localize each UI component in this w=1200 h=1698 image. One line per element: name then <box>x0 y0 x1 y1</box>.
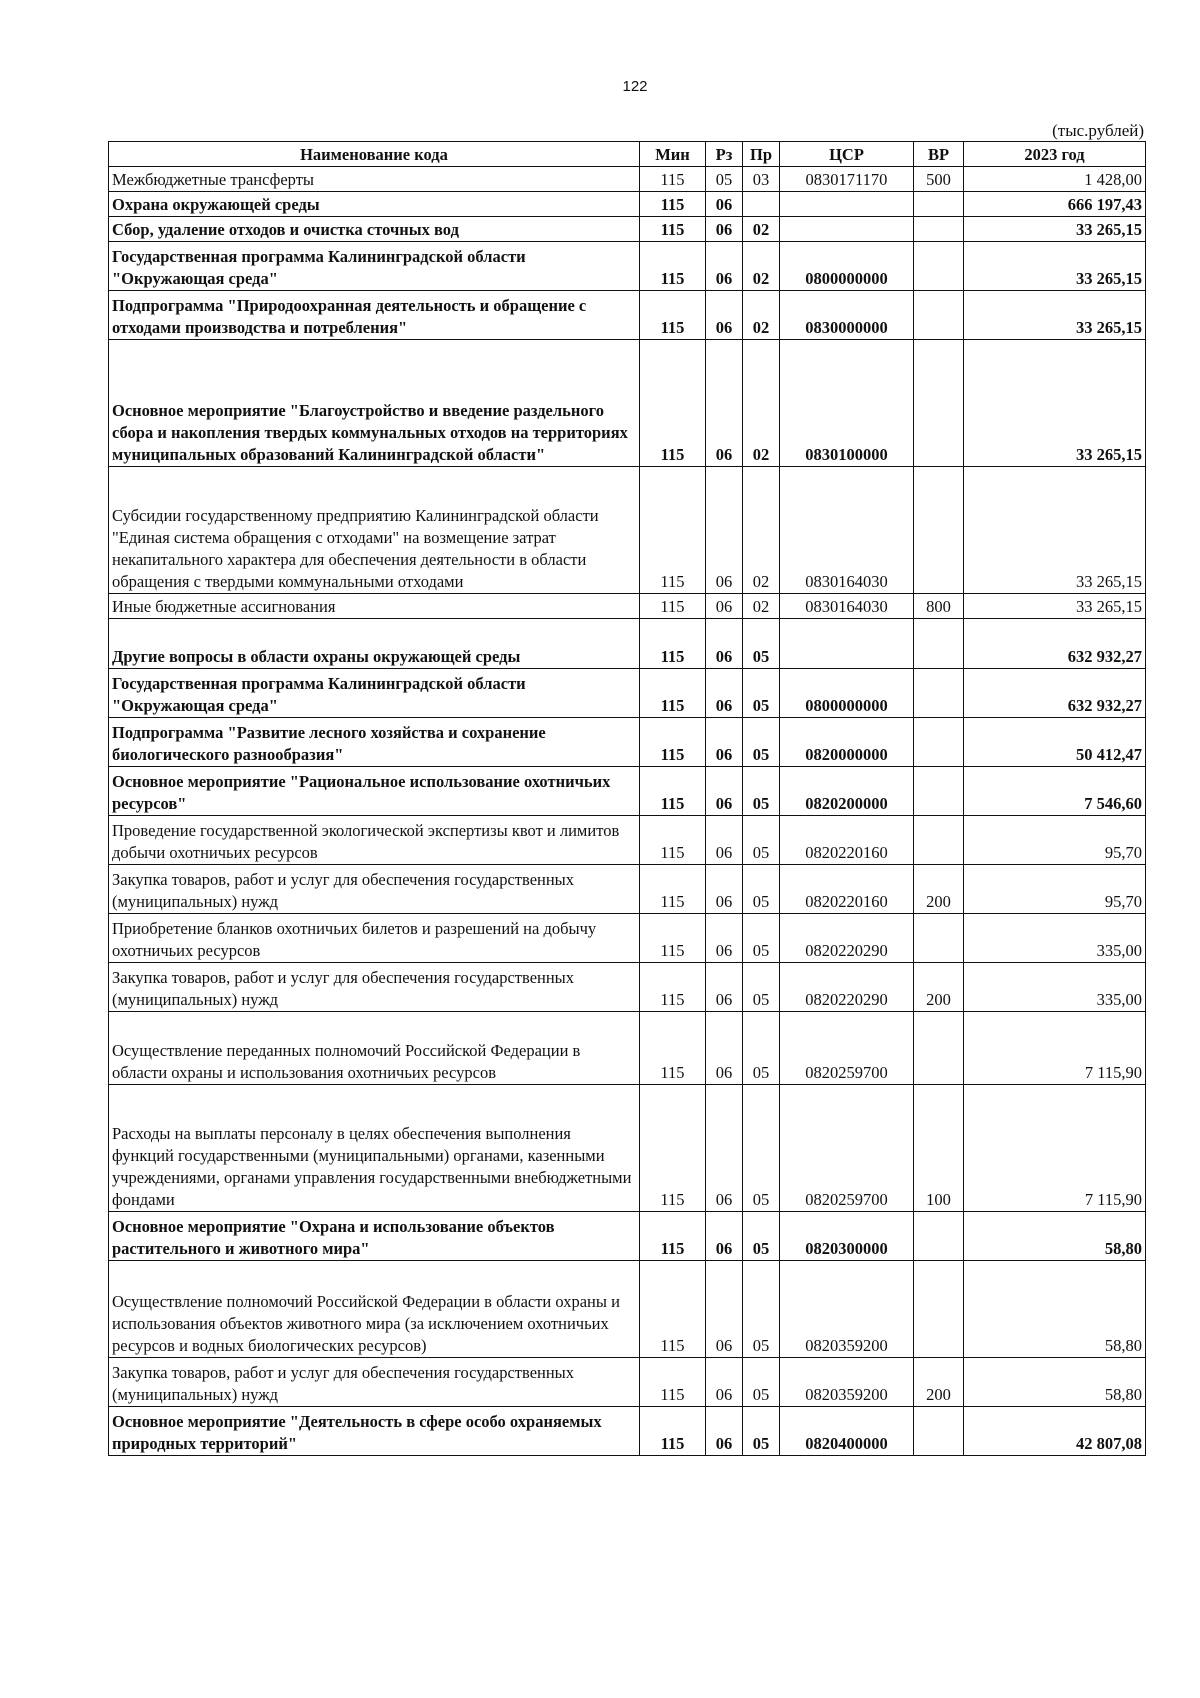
row-rz-cell: 06 <box>706 594 743 619</box>
row-name-cell: Государственная программа Калининградской области "Окружающая среда" <box>109 242 640 291</box>
row-min-cell: 115 <box>640 217 706 242</box>
row-min-cell: 115 <box>640 669 706 718</box>
row-min-cell: 115 <box>640 167 706 192</box>
row-pr-cell: 05 <box>743 1085 780 1212</box>
row-min-cell: 115 <box>640 594 706 619</box>
row-pr-cell: 05 <box>743 1407 780 1456</box>
row-csr-cell: 0820220290 <box>780 963 914 1012</box>
row-vr-cell <box>914 242 964 291</box>
row-min-cell: 115 <box>640 963 706 1012</box>
row-name-cell: Основное мероприятие "Деятельность в сфере особо охраняемых природных территорий" <box>109 1407 640 1456</box>
table-row <box>109 1085 1146 1212</box>
row-csr-cell: 0820259700 <box>780 1085 914 1212</box>
row-rz-cell: 06 <box>706 1261 743 1358</box>
row-rz-cell: 06 <box>706 467 743 594</box>
table-row <box>109 1012 1146 1085</box>
row-csr-cell <box>780 217 914 242</box>
row-vr-cell <box>914 669 964 718</box>
row-name-cell: Расходы на выплаты персоналу в целях обеспечения выполнения функций государственными (муниципальными) органами, казенными учреждениями, органами управления государственными внебюджетными фондами <box>109 1085 640 1212</box>
row-rz-cell: 06 <box>706 192 743 217</box>
row-min-cell: 115 <box>640 767 706 816</box>
budget-table <box>108 141 1146 1456</box>
table-row <box>109 1358 1146 1407</box>
row-amount-cell: 666 197,43 <box>964 192 1146 217</box>
row-amount-cell: 33 265,15 <box>964 340 1146 467</box>
row-rz-cell: 06 <box>706 669 743 718</box>
row-rz-cell: 06 <box>706 340 743 467</box>
row-amount-cell: 50 412,47 <box>964 718 1146 767</box>
row-amount-cell: 42 807,08 <box>964 1407 1146 1456</box>
row-rz-cell: 06 <box>706 1085 743 1212</box>
row-amount-cell: 7 115,90 <box>964 1012 1146 1085</box>
row-vr-cell: 200 <box>914 963 964 1012</box>
row-amount-cell: 33 265,15 <box>964 594 1146 619</box>
row-vr-cell <box>914 291 964 340</box>
row-name-cell: Охрана окружающей среды <box>109 192 640 217</box>
header-name: Наименование кода <box>109 142 640 167</box>
table-row <box>109 767 1146 816</box>
row-csr-cell: 0820359200 <box>780 1358 914 1407</box>
units-label: (тыс.рублей) <box>1052 121 1144 140</box>
row-amount-cell: 95,70 <box>964 816 1146 865</box>
row-csr-cell: 0820220290 <box>780 914 914 963</box>
row-pr-cell: 05 <box>743 1358 780 1407</box>
table-row <box>109 865 1146 914</box>
row-csr-cell: 0820300000 <box>780 1212 914 1261</box>
row-pr-cell: 05 <box>743 816 780 865</box>
row-pr-cell: 02 <box>743 467 780 594</box>
row-vr-cell <box>914 619 964 669</box>
row-name-cell: Осуществление полномочий Российской Федерации в области охраны и использования объектов животного мира (за исключением охотничьих ресурсов и водных биологических ресурсов) <box>109 1261 640 1358</box>
row-csr-cell: 0830164030 <box>780 594 914 619</box>
row-amount-cell: 1 428,00 <box>964 167 1146 192</box>
row-rz-cell: 06 <box>706 217 743 242</box>
row-rz-cell: 06 <box>706 291 743 340</box>
row-vr-cell <box>914 192 964 217</box>
row-min-cell: 115 <box>640 340 706 467</box>
row-min-cell: 115 <box>640 192 706 217</box>
row-csr-cell: 0820220160 <box>780 816 914 865</box>
table-row <box>109 1407 1146 1456</box>
row-amount-cell: 335,00 <box>964 914 1146 963</box>
row-vr-cell <box>914 718 964 767</box>
table-row <box>109 619 1146 669</box>
table-row <box>109 1261 1146 1358</box>
header-rz: Рз <box>706 142 743 167</box>
table-row <box>109 963 1146 1012</box>
row-pr-cell: 05 <box>743 865 780 914</box>
table-row <box>109 816 1146 865</box>
row-rz-cell: 06 <box>706 816 743 865</box>
row-amount-cell: 632 932,27 <box>964 619 1146 669</box>
row-name-cell: Подпрограмма "Развитие лесного хозяйства и сохранение биологического разнообразия" <box>109 718 640 767</box>
row-csr-cell: 0830171170 <box>780 167 914 192</box>
row-amount-cell: 33 265,15 <box>964 291 1146 340</box>
row-rz-cell: 05 <box>706 167 743 192</box>
row-csr-cell: 0830000000 <box>780 291 914 340</box>
table-row <box>109 192 1146 217</box>
row-min-cell: 115 <box>640 291 706 340</box>
row-rz-cell: 06 <box>706 865 743 914</box>
header-csr: ЦСР <box>780 142 914 167</box>
row-csr-cell: 0820400000 <box>780 1407 914 1456</box>
row-pr-cell: 02 <box>743 217 780 242</box>
row-pr-cell: 03 <box>743 167 780 192</box>
row-min-cell: 115 <box>640 1407 706 1456</box>
row-vr-cell: 500 <box>914 167 964 192</box>
row-min-cell: 115 <box>640 1085 706 1212</box>
row-pr-cell: 05 <box>743 718 780 767</box>
table-row <box>109 718 1146 767</box>
row-min-cell: 115 <box>640 865 706 914</box>
row-csr-cell: 0820000000 <box>780 718 914 767</box>
row-rz-cell: 06 <box>706 1212 743 1261</box>
row-name-cell: Осуществление переданных полномочий Российской Федерации в области охраны и использования охотничьих ресурсов <box>109 1012 640 1085</box>
row-min-cell: 115 <box>640 242 706 291</box>
row-rz-cell: 06 <box>706 767 743 816</box>
table-row <box>109 467 1146 594</box>
table-row <box>109 594 1146 619</box>
row-pr-cell: 05 <box>743 1212 780 1261</box>
row-pr-cell: 05 <box>743 619 780 669</box>
row-min-cell: 115 <box>640 1358 706 1407</box>
row-rz-cell: 06 <box>706 914 743 963</box>
row-csr-cell: 0800000000 <box>780 669 914 718</box>
row-csr-cell: 0800000000 <box>780 242 914 291</box>
row-pr-cell: 05 <box>743 963 780 1012</box>
row-amount-cell: 7 115,90 <box>964 1085 1146 1212</box>
row-min-cell: 115 <box>640 467 706 594</box>
row-vr-cell: 800 <box>914 594 964 619</box>
page-number: 122 <box>622 78 648 95</box>
row-vr-cell: 200 <box>914 865 964 914</box>
row-vr-cell <box>914 467 964 594</box>
table-row <box>109 242 1146 291</box>
row-rz-cell: 06 <box>706 718 743 767</box>
row-csr-cell: 0820200000 <box>780 767 914 816</box>
row-rz-cell: 06 <box>706 1358 743 1407</box>
row-rz-cell: 06 <box>706 242 743 291</box>
table-row <box>109 340 1146 467</box>
row-amount-cell: 632 932,27 <box>964 669 1146 718</box>
row-name-cell: Основное мероприятие "Благоустройство и введение раздельного сбора и накопления твердых коммунальных отходов на территориях муниципальных образований Калининградской области" <box>109 340 640 467</box>
row-csr-cell: 0830164030 <box>780 467 914 594</box>
table-row <box>109 217 1146 242</box>
row-name-cell: Субсидии государственному предприятию Калининградской области "Единая система обращения с отходами" на возмещение затрат некапитального характера для обеспечения деятельности в области обращения с твердыми коммунальными отходами <box>109 467 640 594</box>
row-vr-cell <box>914 340 964 467</box>
row-vr-cell <box>914 217 964 242</box>
row-amount-cell: 58,80 <box>964 1212 1146 1261</box>
row-name-cell: Закупка товаров, работ и услуг для обеспечения государственных (муниципальных) нужд <box>109 1358 640 1407</box>
row-name-cell: Закупка товаров, работ и услуг для обеспечения государственных (муниципальных) нужд <box>109 963 640 1012</box>
row-name-cell: Иные бюджетные ассигнования <box>109 594 640 619</box>
row-csr-cell: 0820220160 <box>780 865 914 914</box>
row-vr-cell <box>914 1407 964 1456</box>
row-pr-cell: 02 <box>743 242 780 291</box>
row-amount-cell: 335,00 <box>964 963 1146 1012</box>
row-vr-cell <box>914 1012 964 1085</box>
header-row <box>109 142 1146 167</box>
row-min-cell: 115 <box>640 718 706 767</box>
row-csr-cell: 0820359200 <box>780 1261 914 1358</box>
table-row <box>109 914 1146 963</box>
table-row <box>109 669 1146 718</box>
row-name-cell: Приобретение бланков охотничьих билетов и разрешений на добычу охотничьих ресурсов <box>109 914 640 963</box>
row-name-cell: Межбюджетные трансферты <box>109 167 640 192</box>
row-csr-cell: 0820259700 <box>780 1012 914 1085</box>
row-vr-cell <box>914 816 964 865</box>
row-pr-cell: 05 <box>743 1261 780 1358</box>
row-amount-cell: 33 265,15 <box>964 242 1146 291</box>
row-rz-cell: 06 <box>706 1407 743 1456</box>
row-pr-cell: 05 <box>743 767 780 816</box>
row-name-cell: Основное мероприятие "Охрана и использование объектов растительного и животного мира" <box>109 1212 640 1261</box>
row-rz-cell: 06 <box>706 963 743 1012</box>
row-amount-cell: 58,80 <box>964 1358 1146 1407</box>
table-row <box>109 1212 1146 1261</box>
row-min-cell: 115 <box>640 1012 706 1085</box>
row-csr-cell: 0830100000 <box>780 340 914 467</box>
row-amount-cell: 33 265,15 <box>964 467 1146 594</box>
row-min-cell: 115 <box>640 1212 706 1261</box>
row-pr-cell: 05 <box>743 1012 780 1085</box>
row-name-cell: Сбор, удаление отходов и очистка сточных вод <box>109 217 640 242</box>
row-pr-cell: 02 <box>743 340 780 467</box>
row-pr-cell: 05 <box>743 669 780 718</box>
row-min-cell: 115 <box>640 816 706 865</box>
header-pr: Пр <box>743 142 780 167</box>
row-vr-cell <box>914 1261 964 1358</box>
row-amount-cell: 33 265,15 <box>964 217 1146 242</box>
row-name-cell: Государственная программа Калининградской области "Окружающая среда" <box>109 669 640 718</box>
row-min-cell: 115 <box>640 1261 706 1358</box>
row-name-cell: Закупка товаров, работ и услуг для обеспечения государственных (муниципальных) нужд <box>109 865 640 914</box>
row-name-cell: Основное мероприятие "Рациональное использование охотничьих ресурсов" <box>109 767 640 816</box>
row-pr-cell: 05 <box>743 914 780 963</box>
row-min-cell: 115 <box>640 619 706 669</box>
row-min-cell: 115 <box>640 914 706 963</box>
row-csr-cell <box>780 619 914 669</box>
header-year: 2023 год <box>964 142 1146 167</box>
row-vr-cell <box>914 1212 964 1261</box>
row-amount-cell: 95,70 <box>964 865 1146 914</box>
row-name-cell: Подпрограмма "Природоохранная деятельность и обращение с отходами производства и потребления" <box>109 291 640 340</box>
header-vr: ВР <box>914 142 964 167</box>
row-name-cell: Проведение государственной экологической экспертизы квот и лимитов добычи охотничьих ресурсов <box>109 816 640 865</box>
row-vr-cell: 200 <box>914 1358 964 1407</box>
row-pr-cell: 02 <box>743 594 780 619</box>
row-rz-cell: 06 <box>706 619 743 669</box>
row-vr-cell <box>914 914 964 963</box>
row-csr-cell <box>780 192 914 217</box>
table-row <box>109 167 1146 192</box>
row-pr-cell: 02 <box>743 291 780 340</box>
row-pr-cell <box>743 192 780 217</box>
row-vr-cell <box>914 767 964 816</box>
row-vr-cell: 100 <box>914 1085 964 1212</box>
row-name-cell: Другие вопросы в области охраны окружающей среды <box>109 619 640 669</box>
row-amount-cell: 7 546,60 <box>964 767 1146 816</box>
header-min: Мин <box>640 142 706 167</box>
table-row <box>109 291 1146 340</box>
row-rz-cell: 06 <box>706 1012 743 1085</box>
row-amount-cell: 58,80 <box>964 1261 1146 1358</box>
